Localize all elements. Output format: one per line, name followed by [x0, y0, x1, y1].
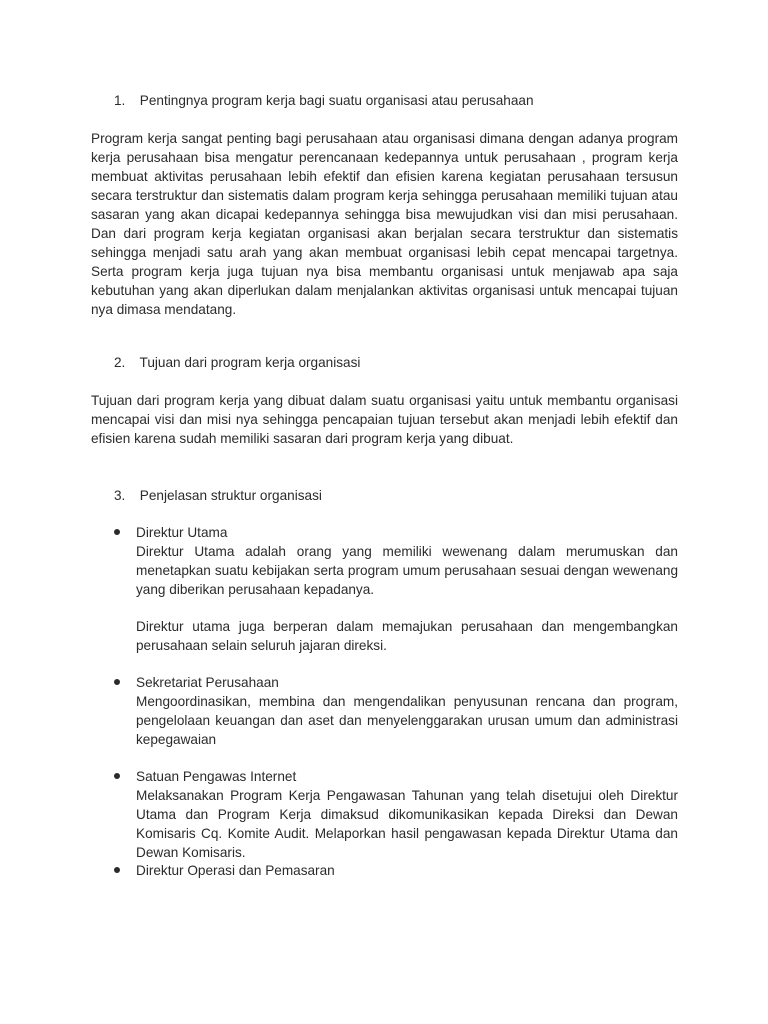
section-3-heading — [114, 486, 322, 505]
bullet-icon — [114, 773, 120, 779]
bullet-title: Direktur Operasi dan Pemasaran — [136, 863, 335, 878]
bullet-paragraph: Direktur Utama adalah orang yang memiliki wewenang dalam merumuskan dan menetapkan suatu kebijakan serta program umum perusahaan sesuai dengan wewenang yang diberikan perusahaan kepadanya. — [136, 544, 678, 597]
section-3-title: Penjelasan struktur organisasi — [139, 488, 322, 503]
section-2-title: Tujuan dari program kerja organisasi — [139, 355, 361, 370]
bullet-icon — [114, 529, 120, 535]
bullet-icon — [114, 679, 120, 685]
bullet-icon — [114, 867, 120, 873]
bullet-paragraph: Melaksanakan Program Kerja Pengawasan Tahunan yang telah disetujui oleh Direktur Utama dan Program Kerja dimaksud dikomunikasikan kepada Direksi dan Dewan Komisaris Cq. Komite Audit. Melaporkan hasil pengawasan kepada Direktur Utama dan Dewan Komisaris. — [136, 788, 678, 860]
section-1-number: 1. — [114, 93, 126, 108]
bullet-title: Direktur Utama — [136, 525, 228, 540]
bullet-paragraph: Direktur utama juga berperan dalam memajukan perusahaan dan mengembangkan perusahaan selain seluruh jajaran direksi. — [136, 619, 678, 653]
section-1-paragraph: Program kerja sangat penting bagi perusahaan atau organisasi dimana dengan adanya program kerja perusahaan bisa mengatur perencanaan kedepannya untuk perusahaan , program kerja membuat aktivitas perusahaan lebih efektif dan efisien karena kegiatan perusahaan tersusun secara terstruktur dan sistematis dalam program kerja sehingga perusahaan memiliki tujuan atau sasaran yang akan dicapai kedepannya sehingga bisa mewujudkan visi dan misi perusahaan. Dan dari program kerja kegiatan organisasi akan berjalan secara terstruktur dan sistematis sehingga menjadi satu arah yang akan membuat organisasi lebih cepat mencapai targetnya. Serta program kerja juga tujuan nya bisa membantu organisasi untuk menjawab apa saja kebutuhan yang akan diperlukan dalam menjalankan aktivitas organisasi untuk mencapai tujuan nya dimasa mendatang. — [91, 131, 678, 317]
section-3-number: 3. — [114, 488, 126, 503]
section-2-heading — [114, 353, 360, 372]
section-1-heading — [114, 91, 534, 110]
bullet-title: Sekretariat Perusahaan — [136, 675, 279, 690]
section-1-title: Pentingnya program kerja bagi suatu organisasi atau perusahaan — [139, 93, 534, 108]
section-2-paragraph: Tujuan dari program kerja yang dibuat dalam suatu organisasi yaitu untuk membantu organisasi mencapai visi dan misi nya sehingga pencapaian tujuan tersebut akan menjadi lebih efektif dan efisien karena sudah memiliki sasaran dari program kerja yang dibuat. — [91, 393, 678, 446]
bullet-title: Satuan Pengawas Internet — [136, 769, 297, 784]
section-2-number: 2. — [114, 355, 126, 370]
bullet-paragraph: Mengoordinasikan, membina dan mengendalikan penyusunan rencana dan program, pengelolaan keuangan dan aset dan menyelenggarakan urusan umum dan administrasi kepegawaian — [136, 694, 678, 747]
